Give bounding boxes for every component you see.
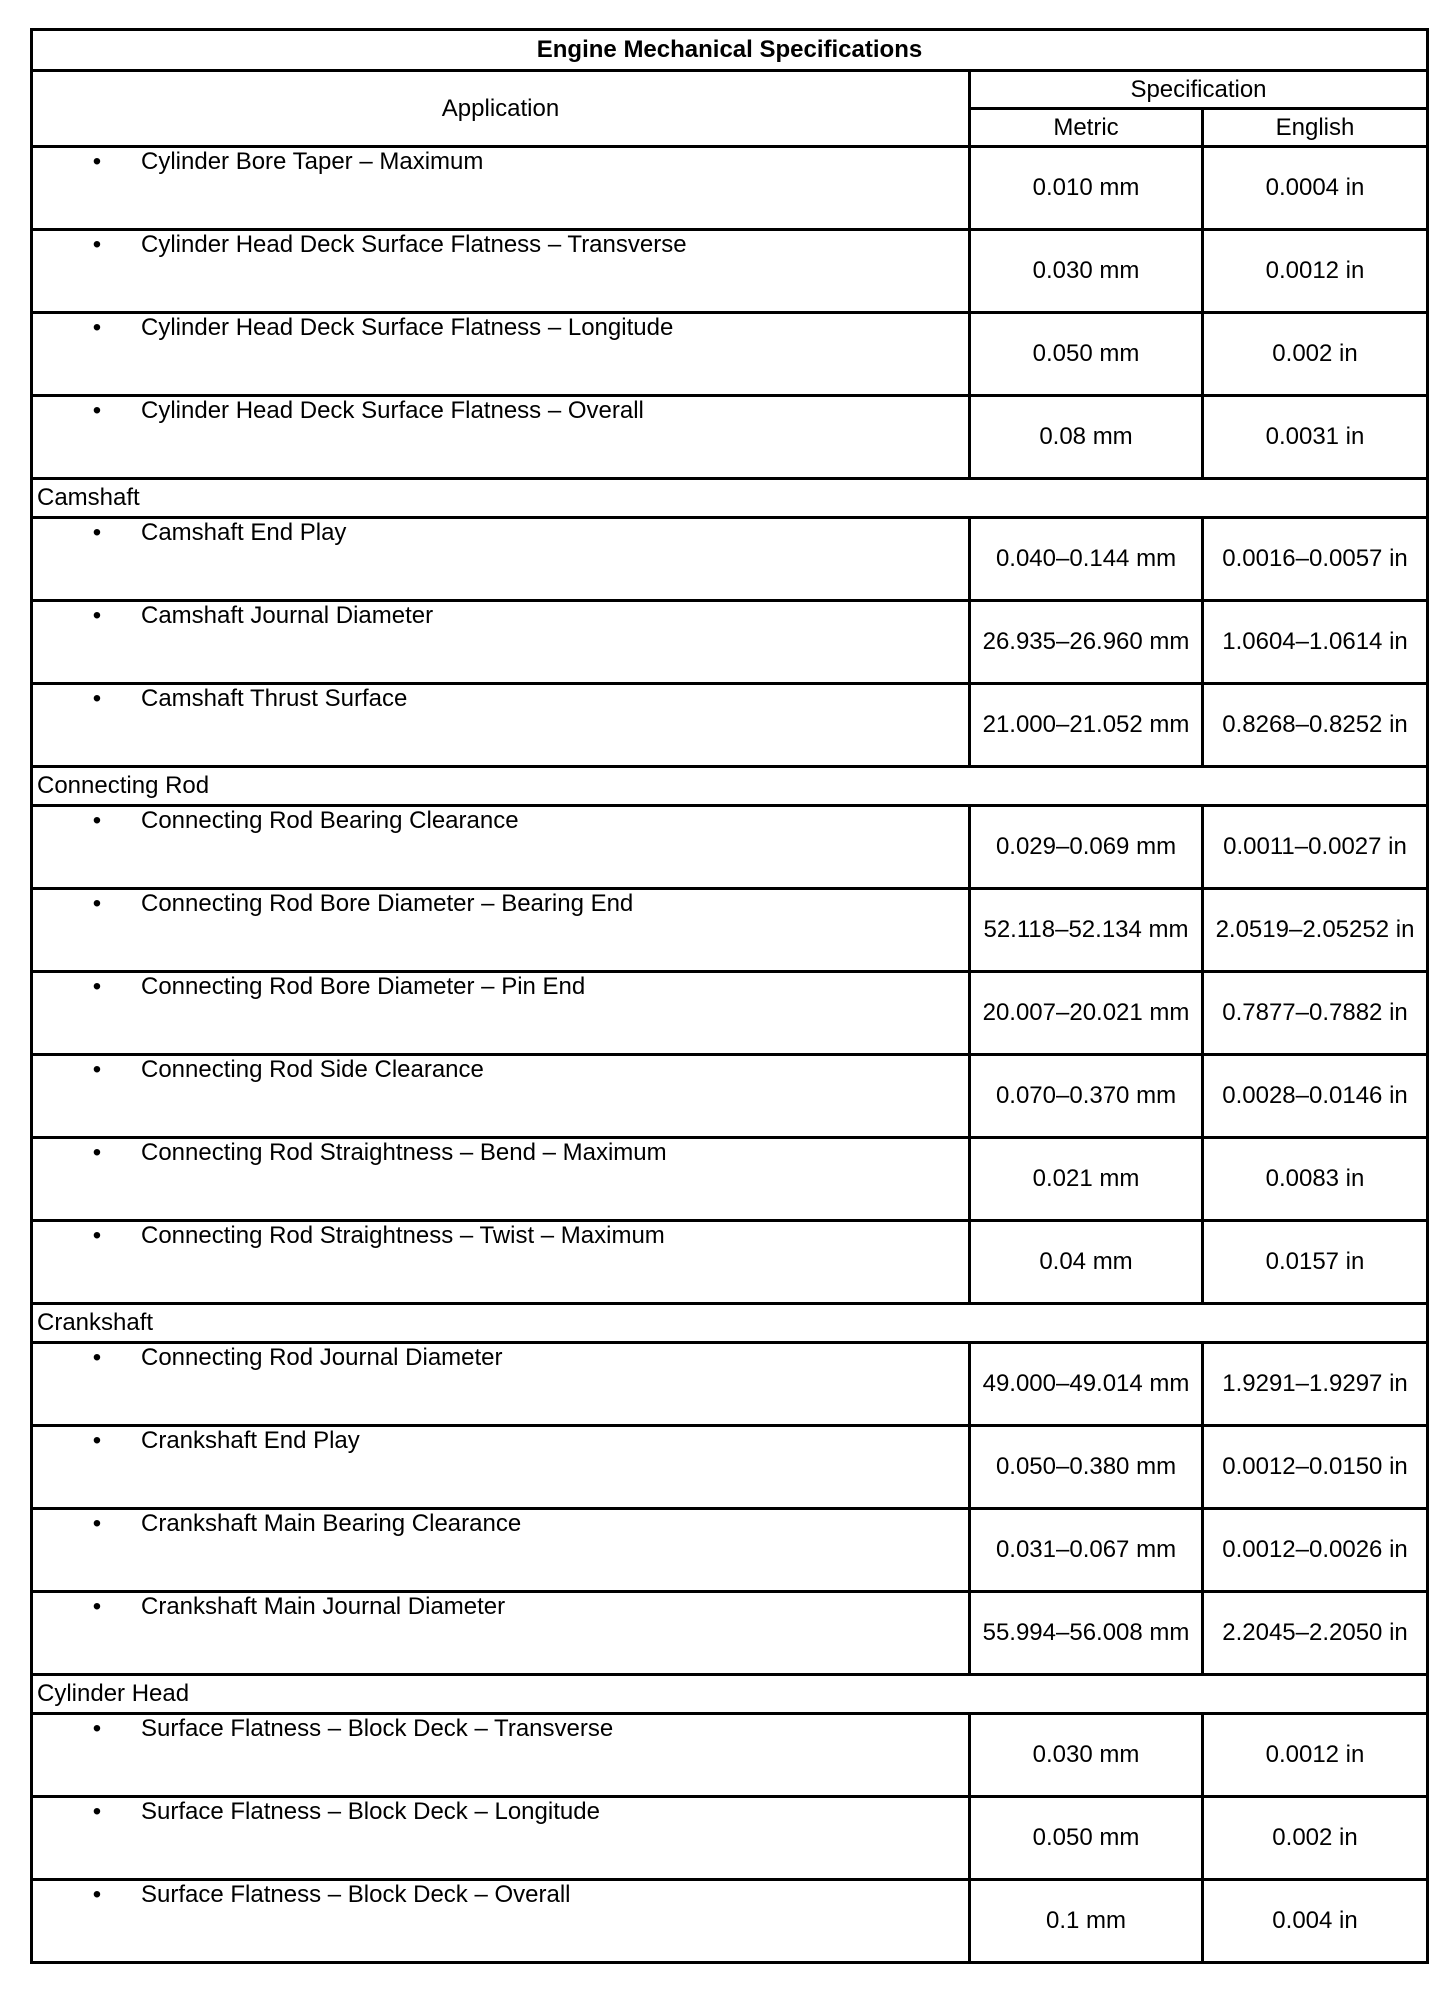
application-cell <box>32 684 970 767</box>
application-label: Crankshaft Main Bearing Clearance <box>141 1510 522 1537</box>
english-value: 0.8268–0.8252 in <box>1203 684 1428 767</box>
english-value: 1.9291–1.9297 in <box>1203 1343 1428 1426</box>
metric-value: 26.935–26.960 mm <box>970 601 1203 684</box>
application-label: Surface Flatness – Block Deck – Transverse <box>141 1715 614 1742</box>
bullet-icon: • <box>92 1222 102 1249</box>
application-label: Cylinder Head Deck Surface Flatness – Overall <box>141 397 644 424</box>
english-value: 0.0028–0.0146 in <box>1203 1055 1428 1138</box>
table-row <box>32 601 1428 684</box>
metric-value: 0.031–0.067 mm <box>970 1509 1203 1592</box>
metric-value: 0.010 mm <box>970 147 1203 230</box>
metric-value: 0.029–0.069 mm <box>970 806 1203 889</box>
bullet-icon: • <box>92 231 102 258</box>
application-label: Surface Flatness – Block Deck – Overall <box>141 1881 571 1908</box>
metric-value: 55.994–56.008 mm <box>970 1592 1203 1675</box>
table-row <box>32 1592 1428 1675</box>
table-row <box>32 518 1428 601</box>
bullet-icon: • <box>92 148 102 175</box>
spec-body <box>32 147 1428 1963</box>
table-row <box>32 396 1428 479</box>
table-row <box>32 1055 1428 1138</box>
application-label: Connecting Rod Bearing Clearance <box>141 807 519 834</box>
section-label: Cylinder Head <box>32 1675 1428 1714</box>
english-value: 0.0016–0.0057 in <box>1203 518 1428 601</box>
metric-value: 0.030 mm <box>970 230 1203 313</box>
application-label: Crankshaft End Play <box>141 1427 360 1454</box>
metric-value: 49.000–49.014 mm <box>970 1343 1203 1426</box>
application-cell <box>32 1880 970 1963</box>
english-value: 0.002 in <box>1203 313 1428 396</box>
english-value: 0.0004 in <box>1203 147 1428 230</box>
application-label: Surface Flatness – Block Deck – Longitude <box>141 1798 600 1825</box>
bullet-icon: • <box>92 807 102 834</box>
bullet-icon: • <box>92 1593 102 1620</box>
table-row <box>32 230 1428 313</box>
metric-value: 0.050 mm <box>970 313 1203 396</box>
english-value: 0.0031 in <box>1203 396 1428 479</box>
bullet-icon: • <box>92 602 102 629</box>
bullet-icon: • <box>92 685 102 712</box>
application-label: Connecting Rod Journal Diameter <box>141 1344 503 1371</box>
metric-value: 0.050–0.380 mm <box>970 1426 1203 1509</box>
application-label: Cylinder Head Deck Surface Flatness – Longitude <box>141 314 674 341</box>
application-cell <box>32 889 970 972</box>
application-label: Connecting Rod Bore Diameter – Pin End <box>141 973 586 1000</box>
section-row <box>32 767 1428 806</box>
application-cell <box>32 147 970 230</box>
english-value: 0.0012 in <box>1203 1714 1428 1797</box>
english-value: 1.0604–1.0614 in <box>1203 601 1428 684</box>
application-header: Application <box>32 71 970 147</box>
english-value: 0.0012–0.0150 in <box>1203 1426 1428 1509</box>
bullet-icon: • <box>92 1715 102 1742</box>
english-value: 0.002 in <box>1203 1797 1428 1880</box>
title-row <box>32 30 1428 71</box>
table-row <box>32 147 1428 230</box>
bullet-icon: • <box>92 1881 102 1908</box>
english-value: 0.004 in <box>1203 1880 1428 1963</box>
bullet-icon: • <box>92 1056 102 1083</box>
english-value: 0.0083 in <box>1203 1138 1428 1221</box>
table-row <box>32 1426 1428 1509</box>
table-row <box>32 313 1428 396</box>
application-cell <box>32 1426 970 1509</box>
application-cell <box>32 518 970 601</box>
metric-header: Metric <box>970 109 1203 147</box>
section-row <box>32 1304 1428 1343</box>
english-value: 0.0157 in <box>1203 1221 1428 1304</box>
metric-value: 0.021 mm <box>970 1138 1203 1221</box>
application-cell <box>32 1343 970 1426</box>
table-row <box>32 684 1428 767</box>
section-row <box>32 1675 1428 1714</box>
application-label: Camshaft Journal Diameter <box>141 602 434 629</box>
application-cell <box>32 230 970 313</box>
table-row <box>32 1797 1428 1880</box>
application-cell <box>32 806 970 889</box>
application-label: Cylinder Head Deck Surface Flatness – Transverse <box>141 231 687 258</box>
table-row <box>32 1880 1428 1963</box>
application-label: Cylinder Bore Taper – Maximum <box>141 148 484 175</box>
application-cell <box>32 396 970 479</box>
bullet-icon: • <box>92 1510 102 1537</box>
metric-value: 0.070–0.370 mm <box>970 1055 1203 1138</box>
bullet-icon: • <box>92 1139 102 1166</box>
application-cell <box>32 1714 970 1797</box>
header-row <box>32 71 1428 109</box>
bullet-icon: • <box>92 397 102 424</box>
metric-value: 0.04 mm <box>970 1221 1203 1304</box>
english-value: 2.0519–2.05252 in <box>1203 889 1428 972</box>
table-row <box>32 1509 1428 1592</box>
bullet-icon: • <box>92 973 102 1000</box>
english-header: English <box>1203 109 1428 147</box>
metric-value: 0.1 mm <box>970 1880 1203 1963</box>
table-row <box>32 1714 1428 1797</box>
bullet-icon: • <box>92 890 102 917</box>
section-row <box>32 479 1428 518</box>
bullet-icon: • <box>92 519 102 546</box>
application-label: Connecting Rod Straightness – Bend – Maximum <box>141 1139 667 1166</box>
application-label: Connecting Rod Straightness – Twist – Maximum <box>141 1222 665 1249</box>
bullet-icon: • <box>92 314 102 341</box>
section-label: Camshaft <box>32 479 1428 518</box>
table-row <box>32 889 1428 972</box>
application-label: Camshaft End Play <box>141 519 347 546</box>
table-row <box>32 1343 1428 1426</box>
application-cell <box>32 1221 970 1304</box>
application-cell <box>32 1055 970 1138</box>
table-row <box>32 1138 1428 1221</box>
bullet-icon: • <box>92 1427 102 1454</box>
metric-value: 0.030 mm <box>970 1714 1203 1797</box>
metric-value: 21.000–21.052 mm <box>970 684 1203 767</box>
bullet-icon: • <box>92 1344 102 1371</box>
spec-table <box>30 28 1429 1964</box>
application-cell <box>32 1592 970 1675</box>
application-cell <box>32 1138 970 1221</box>
metric-value: 0.050 mm <box>970 1797 1203 1880</box>
metric-value: 0.040–0.144 mm <box>970 518 1203 601</box>
section-label: Crankshaft <box>32 1304 1428 1343</box>
table-title: Engine Mechanical Specifications <box>32 30 1428 71</box>
english-value: 0.0012–0.0026 in <box>1203 1509 1428 1592</box>
bullet-icon: • <box>92 1798 102 1825</box>
metric-value: 0.08 mm <box>970 396 1203 479</box>
english-value: 0.0012 in <box>1203 230 1428 313</box>
table-row <box>32 972 1428 1055</box>
metric-value: 20.007–20.021 mm <box>970 972 1203 1055</box>
metric-value: 52.118–52.134 mm <box>970 889 1203 972</box>
english-value: 0.0011–0.0027 in <box>1203 806 1428 889</box>
application-cell <box>32 972 970 1055</box>
application-label: Connecting Rod Side Clearance <box>141 1056 484 1083</box>
application-label: Crankshaft Main Journal Diameter <box>141 1593 506 1620</box>
table-row <box>32 1221 1428 1304</box>
application-cell <box>32 313 970 396</box>
table-row <box>32 806 1428 889</box>
application-cell <box>32 601 970 684</box>
application-cell <box>32 1509 970 1592</box>
application-label: Camshaft Thrust Surface <box>141 685 408 712</box>
section-label: Connecting Rod <box>32 767 1428 806</box>
specification-header: Specification <box>970 71 1428 109</box>
english-value: 0.7877–0.7882 in <box>1203 972 1428 1055</box>
application-cell <box>32 1797 970 1880</box>
application-label: Connecting Rod Bore Diameter – Bearing End <box>141 890 634 917</box>
english-value: 2.2045–2.2050 in <box>1203 1592 1428 1675</box>
